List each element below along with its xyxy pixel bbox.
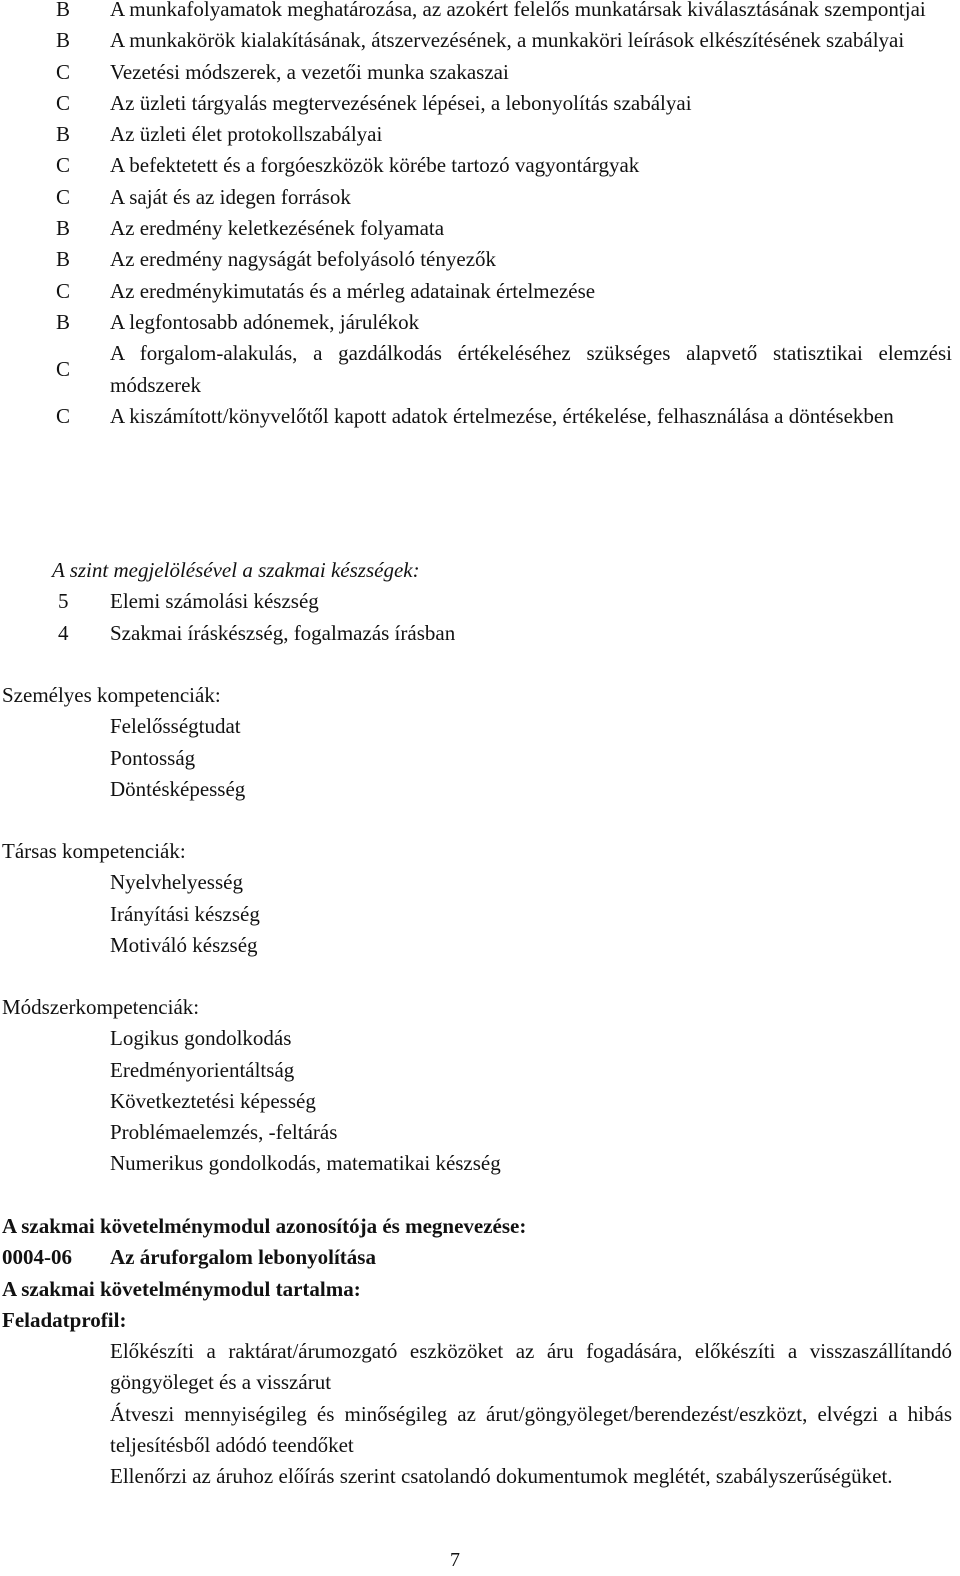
module-content-heading: A szakmai követelménymodul tartalma:: [2, 1276, 361, 1301]
social-competencies: [0, 836, 960, 961]
knowledge-item: [0, 182, 960, 213]
skill-text: Szakmai íráskészség, fogalmazás írásban: [110, 620, 456, 645]
competency-item: Következtetési képesség: [110, 1088, 316, 1113]
knowledge-text: A befektetett és a forgóeszközök körébe tartozó vagyontárgyak: [110, 153, 640, 178]
knowledge-item: [0, 25, 960, 56]
competency-item: Döntésképesség: [110, 776, 246, 801]
module-section: [0, 1211, 960, 1493]
social-heading: Társas kompetenciák:: [2, 839, 186, 863]
knowledge-item: [0, 0, 960, 25]
level-letter: B: [56, 122, 71, 147]
method-heading: Módszerkompetenciák:: [2, 995, 200, 1019]
skills-heading: A szint megjelölésével a szakmai készségek:: [52, 558, 420, 582]
competency-item: Problémaelemzés, -feltárás: [110, 1120, 338, 1145]
task-item: Ellenőrzi az áruhoz előírás szerint csatolandó dokumentumok meglétét, szabályszerűségüket.: [110, 1464, 893, 1489]
competency-item: Motiváló készség: [110, 932, 258, 957]
skill-level: 5: [58, 589, 69, 614]
module-name: Az áruforgalom lebonyolítása: [110, 1245, 376, 1270]
competency-item: Logikus gondolkodás: [110, 1026, 292, 1051]
personal-competencies: [0, 680, 960, 805]
knowledge-text: A legfontosabb adónemek, járulékok: [110, 309, 420, 334]
knowledge-text: A munkafolyamatok meghatározása, az azokért felelős munkatársak kiválasztásának szempontjai: [110, 0, 926, 21]
knowledge-text: Az üzleti élet protokollszabályai: [110, 122, 383, 147]
level-letter: C: [56, 184, 71, 209]
level-letter: B: [56, 28, 71, 53]
level-letter: B: [56, 247, 71, 272]
task-profile-heading: Feladatprofil:: [2, 1307, 127, 1332]
knowledge-item: [0, 88, 960, 119]
knowledge-item: [0, 307, 960, 338]
page-number: 7: [450, 1549, 460, 1571]
knowledge-item: [0, 213, 960, 244]
skill-text: Elemi számolási készség: [110, 589, 319, 614]
knowledge-item: [0, 276, 960, 307]
module-code: 0004-06: [2, 1245, 72, 1270]
level-letter: C: [56, 59, 71, 84]
skills-section: [0, 555, 960, 649]
module-id-heading: A szakmai követelménymodul azonosítója és megnevezése:: [2, 1214, 527, 1238]
skill-item: [0, 618, 960, 649]
competency-item: Nyelvhelyesség: [110, 870, 243, 895]
knowledge-text: Az eredmény nagyságát befolyásoló tényezők: [110, 247, 497, 272]
competency-item: Irányítási készség: [110, 901, 260, 926]
competency-item: Eredményorientáltság: [110, 1057, 295, 1082]
level-letter: B: [56, 309, 71, 334]
personal-heading: Személyes kompetenciák:: [2, 683, 221, 707]
level-letter: B: [56, 0, 71, 21]
knowledge-text: A forgalom-alakulás, a gazdálkodás értékeléséhez szükséges alapvető statisztikai elemzési módszerek: [110, 341, 952, 397]
level-letter: C: [56, 356, 71, 381]
knowledge-item: [0, 57, 960, 88]
skill-item: [0, 586, 960, 617]
knowledge-item: [0, 119, 960, 150]
level-letter: B: [56, 216, 71, 241]
knowledge-text: Vezetési módszerek, a vezetői munka szakaszai: [110, 59, 509, 84]
level-letter: C: [56, 278, 71, 303]
knowledge-text: A munkakörök kialakításának, átszervezésének, a munkaköri leírások elkészítésének szabályai: [110, 28, 905, 53]
task-item: Átveszi mennyiségileg és minőségileg az árut/göngyöleget/berendezést/eszközt, elvégzi a hibás teljesítésből adódó teendőket: [110, 1401, 952, 1458]
skill-level: 4: [58, 620, 69, 645]
knowledge-item: [0, 401, 960, 432]
module-title: [0, 1242, 960, 1273]
knowledge-list: [0, 0, 960, 432]
knowledge-text: Az eredmény keletkezésének folyamata: [110, 216, 445, 241]
competency-item: Felelősségtudat: [110, 714, 241, 739]
level-letter: C: [56, 90, 71, 115]
task-item: Előkészíti a raktárat/árumozgató eszközöket az áru fogadására, előkészíti a visszaszállítandó göngyöleget és a visszárut: [110, 1339, 952, 1395]
level-letter: C: [56, 403, 71, 428]
knowledge-item: [0, 338, 960, 401]
knowledge-item: [0, 244, 960, 275]
competency-item: Numerikus gondolkodás, matematikai készség: [110, 1151, 501, 1176]
method-competencies: [0, 992, 960, 1180]
level-letter: C: [56, 153, 71, 178]
competency-item: Pontosság: [110, 745, 196, 770]
knowledge-text: A saját és az idegen források: [110, 184, 351, 209]
knowledge-text: Az eredménykimutatás és a mérleg adatainak értelmezése: [110, 278, 596, 303]
knowledge-text: Az üzleti tárgyalás megtervezésének lépései, a lebonyolítás szabályai: [110, 90, 692, 115]
knowledge-text: A kiszámított/könyvelőtől kapott adatok értelmezése, értékelése, felhasználása a döntésekben: [110, 403, 894, 428]
knowledge-item: [0, 150, 960, 181]
